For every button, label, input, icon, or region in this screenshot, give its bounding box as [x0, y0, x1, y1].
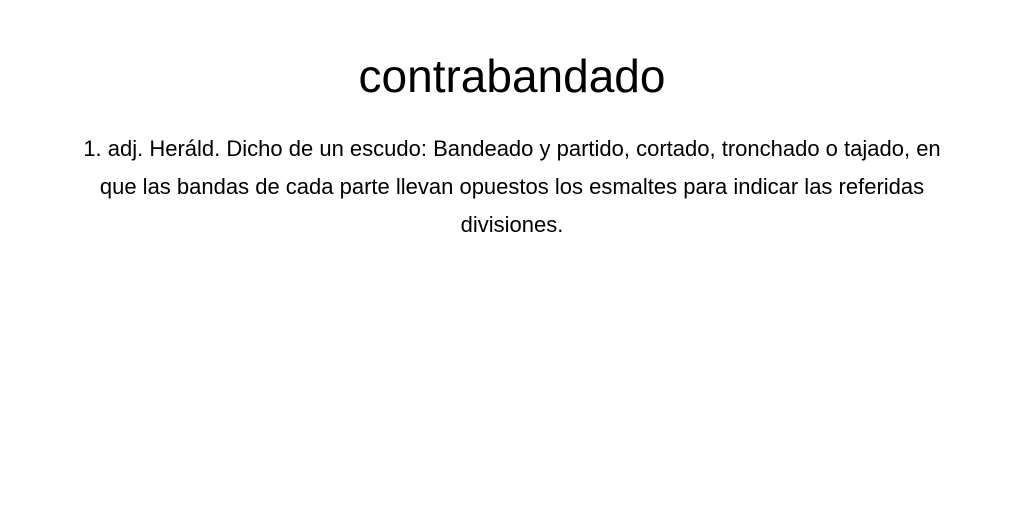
entry-headword: contrabandado	[358, 50, 666, 102]
entry-definition: 1. adj. Heráld. Dicho de un escudo: Bandeado y partido, cortado, tronchado o tajado, en que las bandas de cada parte llevan opuestos los esmaltes para indicar las referidas divisiones.	[83, 136, 941, 237]
